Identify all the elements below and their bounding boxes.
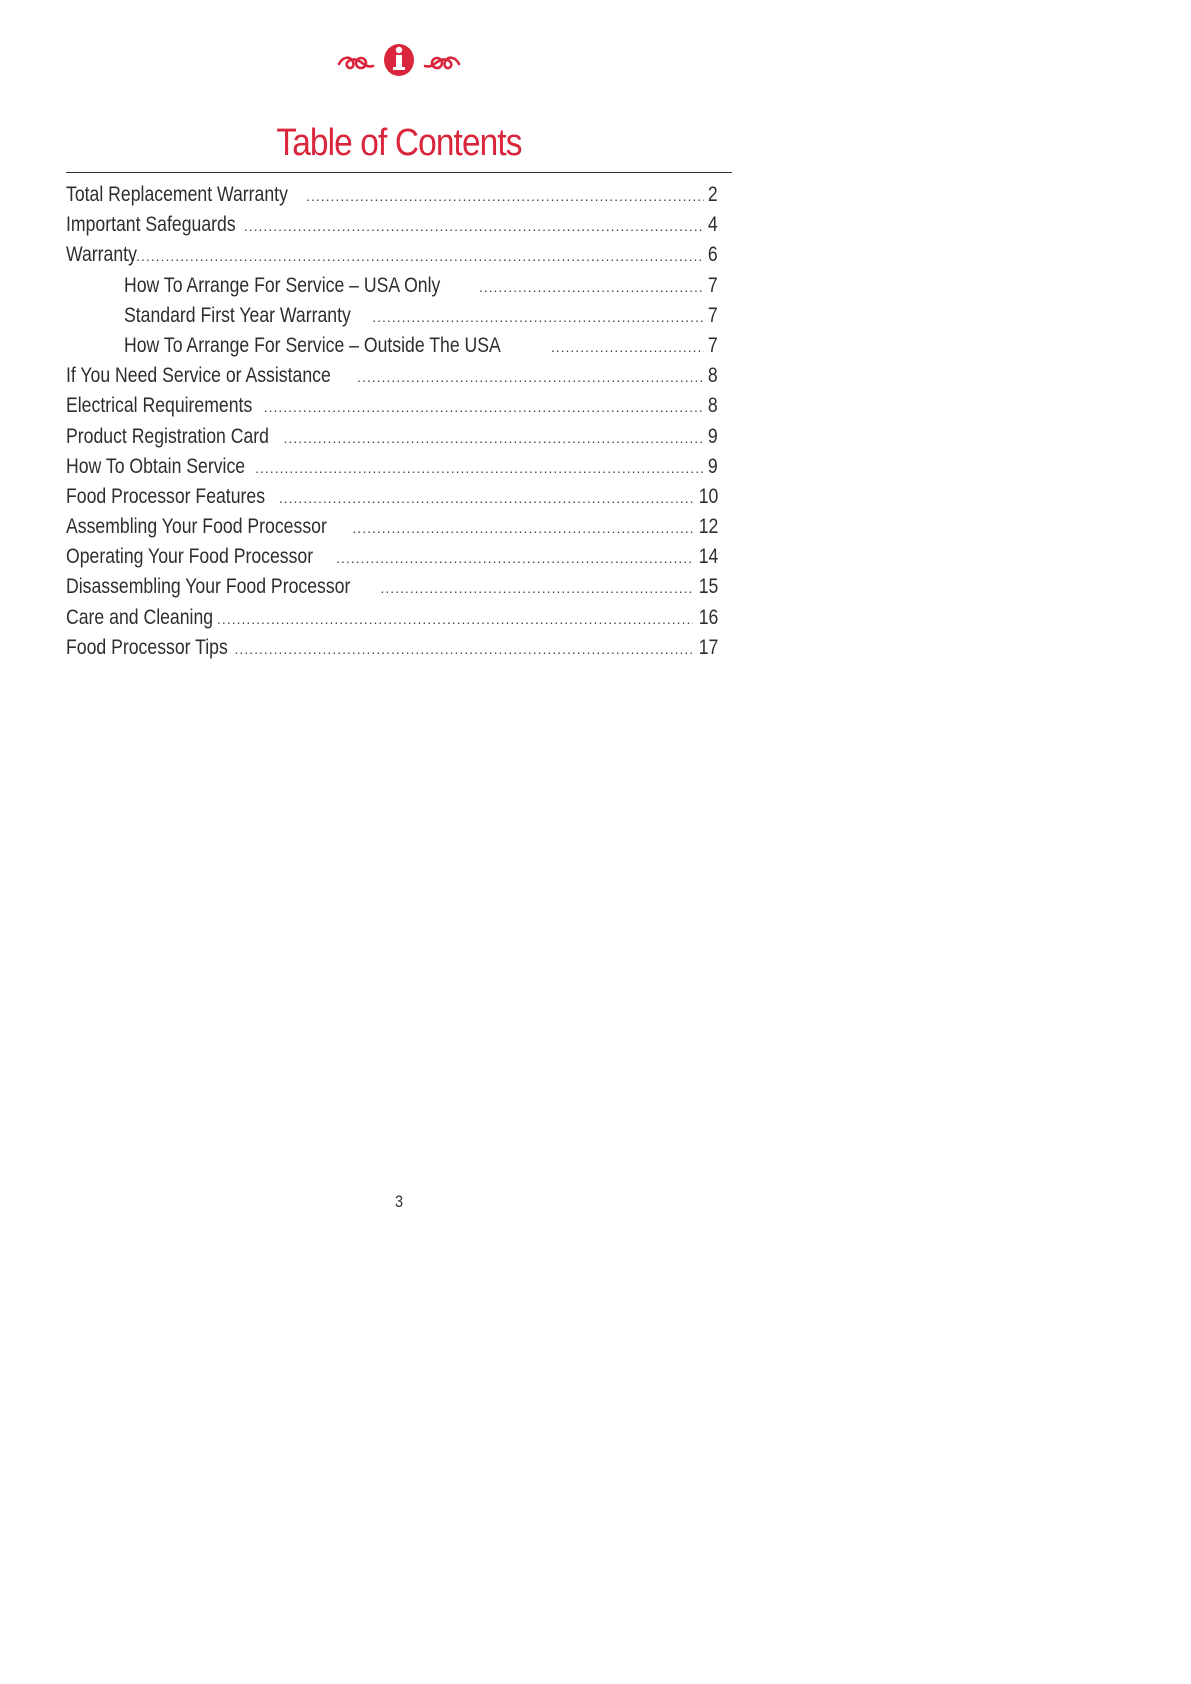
toc-entry-label: Standard First Year Warranty (124, 303, 351, 327)
toc-entry-page: 12 (698, 515, 718, 539)
toc-entry[interactable] (66, 603, 718, 633)
table-of-contents (66, 180, 718, 663)
toc-entry-page: 7 (708, 273, 718, 297)
toc-entry-page: 9 (708, 424, 718, 448)
toc-entry-page: 10 (698, 484, 718, 508)
toc-entry[interactable] (66, 422, 718, 452)
toc-entry[interactable] (66, 542, 718, 572)
toc-leader-dots (551, 332, 704, 361)
toc-leader-dots (264, 392, 705, 421)
toc-leader-dots (380, 573, 692, 602)
toc-leader-dots (336, 543, 693, 572)
toc-entry-page: 7 (708, 333, 718, 357)
title-divider (66, 172, 732, 173)
toc-entry-page: 2 (708, 183, 718, 206)
toc-leader-dots (279, 483, 693, 512)
toc-entry[interactable] (66, 240, 718, 270)
toc-entry[interactable] (66, 301, 718, 331)
toc-entry-label: Care and Cleaning (66, 605, 214, 629)
toc-entry[interactable] (66, 210, 718, 240)
toc-entry-label: How To Arrange For Service – Outside The USA (124, 333, 501, 357)
toc-leader-dots (244, 211, 704, 240)
toc-leader-dots (284, 423, 705, 452)
toc-leader-dots (352, 513, 692, 542)
toc-entry-page: 17 (698, 635, 718, 659)
toc-entry[interactable] (66, 452, 718, 482)
toc-entry[interactable] (66, 331, 718, 361)
toc-entry-page: 9 (708, 454, 718, 478)
toc-entry[interactable] (66, 271, 718, 301)
toc-leader-dots (235, 634, 693, 663)
toc-entry-label: Total Replacement Warranty (66, 183, 288, 206)
toc-leader-dots (479, 272, 704, 301)
toc-entry-page: 15 (698, 575, 718, 599)
info-ornament-icon (335, 42, 463, 76)
toc-entry-label: Disassembling Your Food Processor (66, 575, 351, 599)
toc-entry-label: Important Safeguards (66, 213, 236, 237)
toc-entry[interactable] (66, 512, 718, 542)
toc-leader-dots (217, 604, 693, 633)
toc-leader-dots (306, 181, 704, 210)
toc-entry-label: Food Processor Features (66, 484, 266, 508)
toc-entry-page: 6 (708, 243, 718, 267)
toc-entry-page: 14 (698, 545, 718, 569)
toc-leader-dots (357, 362, 704, 391)
toc-leader-dots (126, 241, 704, 270)
toc-entry[interactable] (66, 482, 718, 512)
toc-entry[interactable] (66, 633, 718, 663)
toc-entry-label: How To Obtain Service (66, 454, 246, 478)
toc-entry-page: 4 (708, 213, 718, 237)
toc-entry[interactable] (66, 361, 718, 391)
page-title: Table of Contents (276, 122, 522, 164)
toc-entry[interactable] (66, 391, 718, 421)
toc-entry[interactable] (66, 572, 718, 602)
toc-entry-label: Food Processor Tips (66, 635, 228, 659)
page-number: 3 (394, 1192, 404, 1211)
toc-entry-page: 7 (708, 303, 718, 327)
toc-leader-dots (255, 453, 704, 482)
toc-entry-page: 8 (708, 364, 718, 388)
toc-entry-label: Warranty (66, 243, 137, 267)
toc-entry-label: If You Need Service or Assistance (66, 364, 331, 388)
toc-leader-dots (372, 302, 704, 331)
toc-entry-label: Assembling Your Food Processor (66, 515, 327, 539)
toc-entry-label: Operating Your Food Processor (66, 545, 314, 569)
toc-entry-label: Electrical Requirements (66, 394, 253, 418)
toc-entry-page: 16 (698, 605, 718, 629)
toc-entry-page: 8 (708, 394, 718, 418)
toc-entry-label: Product Registration Card (66, 424, 269, 448)
toc-entry[interactable] (66, 180, 718, 210)
toc-entry-label: How To Arrange For Service – USA Only (124, 273, 441, 297)
